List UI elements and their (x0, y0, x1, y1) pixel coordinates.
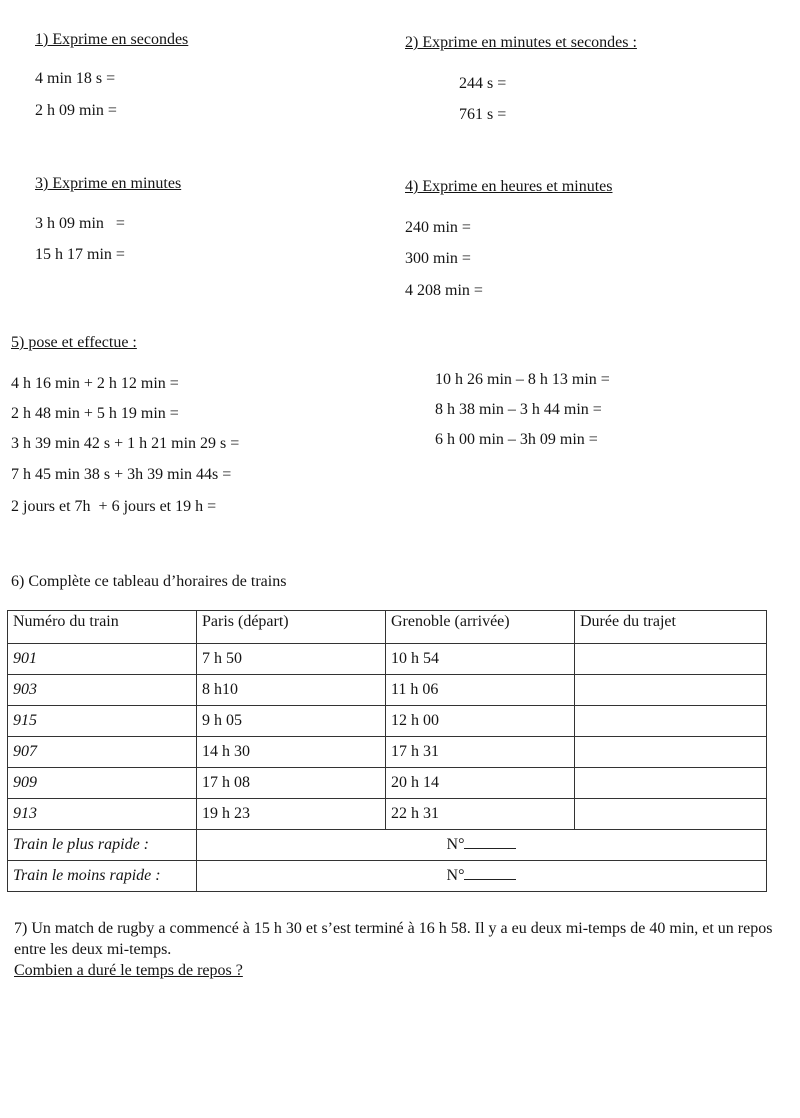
ex5-left-3: 3 h 39 min 42 s + 1 h 21 min 29 s = (11, 435, 240, 452)
ex5-title: 5) pose et effectue : (11, 334, 137, 351)
header-paris-departure: Paris (départ) (197, 611, 386, 644)
ex5-right-3: 6 h 00 min – 3h 09 min = (435, 431, 598, 448)
ex7-text: 7) Un match de rugby a commencé à 15 h 30 et s’est terminé à 16 h 58. Il y a eu deux mi-temps de 40 min, et un repos entre les deux mi-temps. (14, 920, 773, 958)
ex5-left-5: 2 jours et 7h + 6 jours et 19 h = (11, 498, 217, 515)
ex7-question: Combien a duré le temps de repos ? (14, 962, 243, 979)
ex4-line-2: 300 min = (405, 250, 471, 267)
ex6-title: 6) Complète ce tableau d’horaires de trains (11, 573, 287, 590)
fastest-train-label: Train le plus rapide : (8, 830, 197, 861)
header-grenoble-arrival: Grenoble (arrivée) (386, 611, 575, 644)
table-row (8, 799, 767, 830)
ex5-left-2: 2 h 48 min + 5 h 19 min = (11, 405, 179, 422)
train-number: 915 (8, 706, 197, 737)
ex4-line-3: 4 208 min = (405, 282, 483, 299)
train-number: 903 (8, 675, 197, 706)
train-number: 909 (8, 768, 197, 799)
header-train-number: Numéro du train (8, 611, 197, 644)
ex1-line-2: 2 h 09 min = (35, 102, 117, 119)
train-number: 901 (8, 644, 197, 675)
duration-cell[interactable] (575, 768, 767, 799)
duration-cell[interactable] (575, 737, 767, 768)
departure-time: 9 h 05 (197, 706, 386, 737)
ex3-title: 3) Exprime en minutes (35, 175, 182, 192)
ex5-right-1: 10 h 26 min – 8 h 13 min = (435, 371, 610, 388)
arrival-time: 12 h 00 (386, 706, 575, 737)
ex7-block (14, 918, 774, 981)
table-row (8, 768, 767, 799)
duration-cell[interactable] (575, 706, 767, 737)
fastest-train-row (8, 830, 767, 861)
table-row (8, 675, 767, 706)
arrival-time: 17 h 31 (386, 737, 575, 768)
departure-time: 14 h 30 (197, 737, 386, 768)
number-prefix: N° (446, 867, 465, 884)
arrival-time: 10 h 54 (386, 644, 575, 675)
ex1-line-1: 4 min 18 s = (35, 70, 116, 87)
ex4-title: 4) Exprime en heures et minutes (405, 178, 613, 195)
arrival-time: 20 h 14 (386, 768, 575, 799)
departure-time: 8 h10 (197, 675, 386, 706)
table-row (8, 737, 767, 768)
number-prefix: N° (446, 836, 465, 853)
ex5-left-1: 4 h 16 min + 2 h 12 min = (11, 375, 179, 392)
ex3-line-1: 3 h 09 min = (35, 215, 125, 232)
slowest-train-answer[interactable] (197, 861, 767, 892)
duration-cell[interactable] (575, 799, 767, 830)
ex4-line-1: 240 min = (405, 219, 471, 236)
slowest-train-label: Train le moins rapide : (8, 861, 197, 892)
departure-time: 17 h 08 (197, 768, 386, 799)
ex3-line-2: 15 h 17 min = (35, 246, 125, 263)
fastest-train-answer[interactable] (197, 830, 767, 861)
ex2-title: 2) Exprime en minutes et secondes : (405, 34, 637, 51)
train-number: 913 (8, 799, 197, 830)
duration-cell[interactable] (575, 644, 767, 675)
departure-time: 7 h 50 (197, 644, 386, 675)
ex5-left-4: 7 h 45 min 38 s + 3h 39 min 44s = (11, 466, 232, 483)
table-header-row (8, 611, 767, 644)
arrival-time: 22 h 31 (386, 799, 575, 830)
header-duration: Durée du trajet (575, 611, 767, 644)
ex2-line-1: 244 s = (459, 75, 507, 92)
ex5-right-2: 8 h 38 min – 3 h 44 min = (435, 401, 602, 418)
train-number: 907 (8, 737, 197, 768)
slowest-train-row (8, 861, 767, 892)
arrival-time: 11 h 06 (386, 675, 575, 706)
ex1-title: 1) Exprime en secondes (35, 31, 189, 48)
answer-blank[interactable] (464, 836, 516, 849)
table-row (8, 706, 767, 737)
departure-time: 19 h 23 (197, 799, 386, 830)
ex2-line-2: 761 s = (459, 106, 507, 123)
duration-cell[interactable] (575, 675, 767, 706)
answer-blank[interactable] (464, 867, 516, 880)
table-row (8, 644, 767, 675)
train-schedule-table (7, 610, 767, 892)
